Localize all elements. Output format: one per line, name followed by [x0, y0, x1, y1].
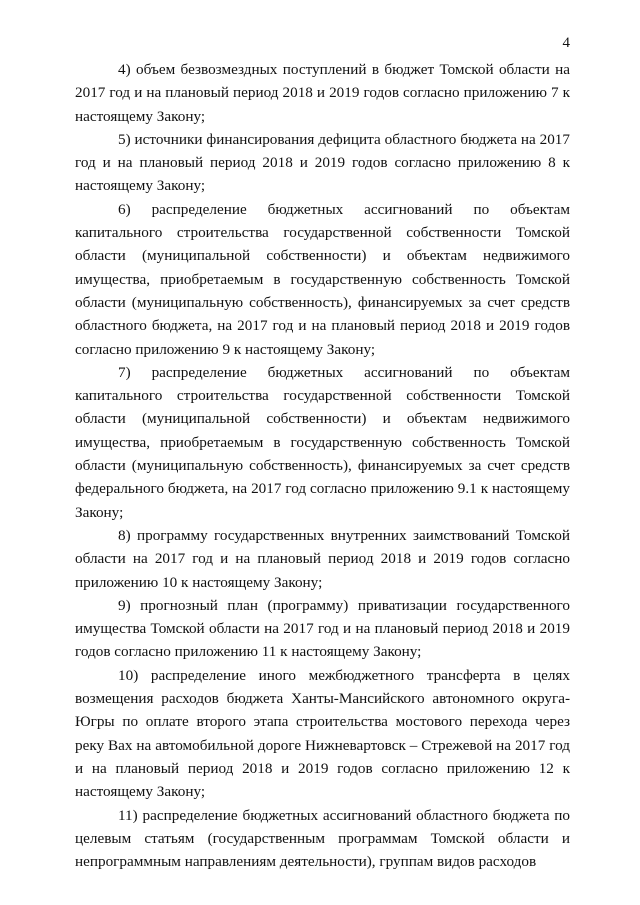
- page-number: 4: [562, 35, 570, 51]
- paragraph-item-6: 6) распределение бюджетных ассигнований по объектам капитального строительства государственной собственности Томской области (муниципальной собственности) и объектам недвижимого имущества, приобретаемым в государственную собственность Томской области (муниципальную собственность), финансируемых за счет средств областного бюджета, на 2017 год и на плановый период 2018 и 2019 годов согласно приложению 9 к настоящему Закону;: [75, 200, 570, 358]
- paragraph-item-9: 9) прогнозный план (программу) приватизации государственного имущества Томской области на 2017 год и на плановый период 2018 и 2019 годов согласно приложению 11 к настоящему Закону;: [75, 596, 570, 661]
- document-body: [75, 58, 570, 873]
- paragraph-item-8: 8) программу государственных внутренних заимствований Томской области на 2017 год и на плановый период 2018 и 2019 годов согласно приложению 10 к настоящему Закону;: [75, 526, 570, 591]
- paragraph-item-10: 10) распределение иного межбюджетного трансферта в целях возмещения расходов бюджета Ханты-Мансийского автономного округа-Югры по оплате второго этапа строительства мостового перехода через реку Вах на автомобильной дороге Нижневартовск – Стрежевой на 2017 год и на плановый период 2018 и 2019 годов согласно приложению 12 к настоящему Закону;: [75, 666, 570, 801]
- paragraph-item-4: 4) объем безвозмездных поступлений в бюджет Томской области на 2017 год и на плановый период 2018 и 2019 годов согласно приложению 7 к настоящему Закону;: [75, 61, 570, 125]
- paragraph-item-11: 11) распределение бюджетных ассигнований областного бюджета по целевым статьям (государственным программам Томской области и непрограммным направлениям деятельности), группам видов расходов: [75, 806, 570, 871]
- paragraph-item-7: 7) распределение бюджетных ассигнований по объектам капитального строительства государственной собственности Томской области (муниципальной собственности) и объектам недвижимого имущества, приобретаемым в государственную собственность Томской области (муниципальную собственность), финансируемых за счет средств федерального бюджета, на 2017 год согласно приложению 9.1 к настоящему Закону;: [75, 363, 570, 521]
- paragraph-item-5: 5) источники финансирования дефицита областного бюджета на 2017 год и на плановый период 2018 и 2019 годов согласно приложению 8 к настоящему Закону;: [75, 130, 570, 195]
